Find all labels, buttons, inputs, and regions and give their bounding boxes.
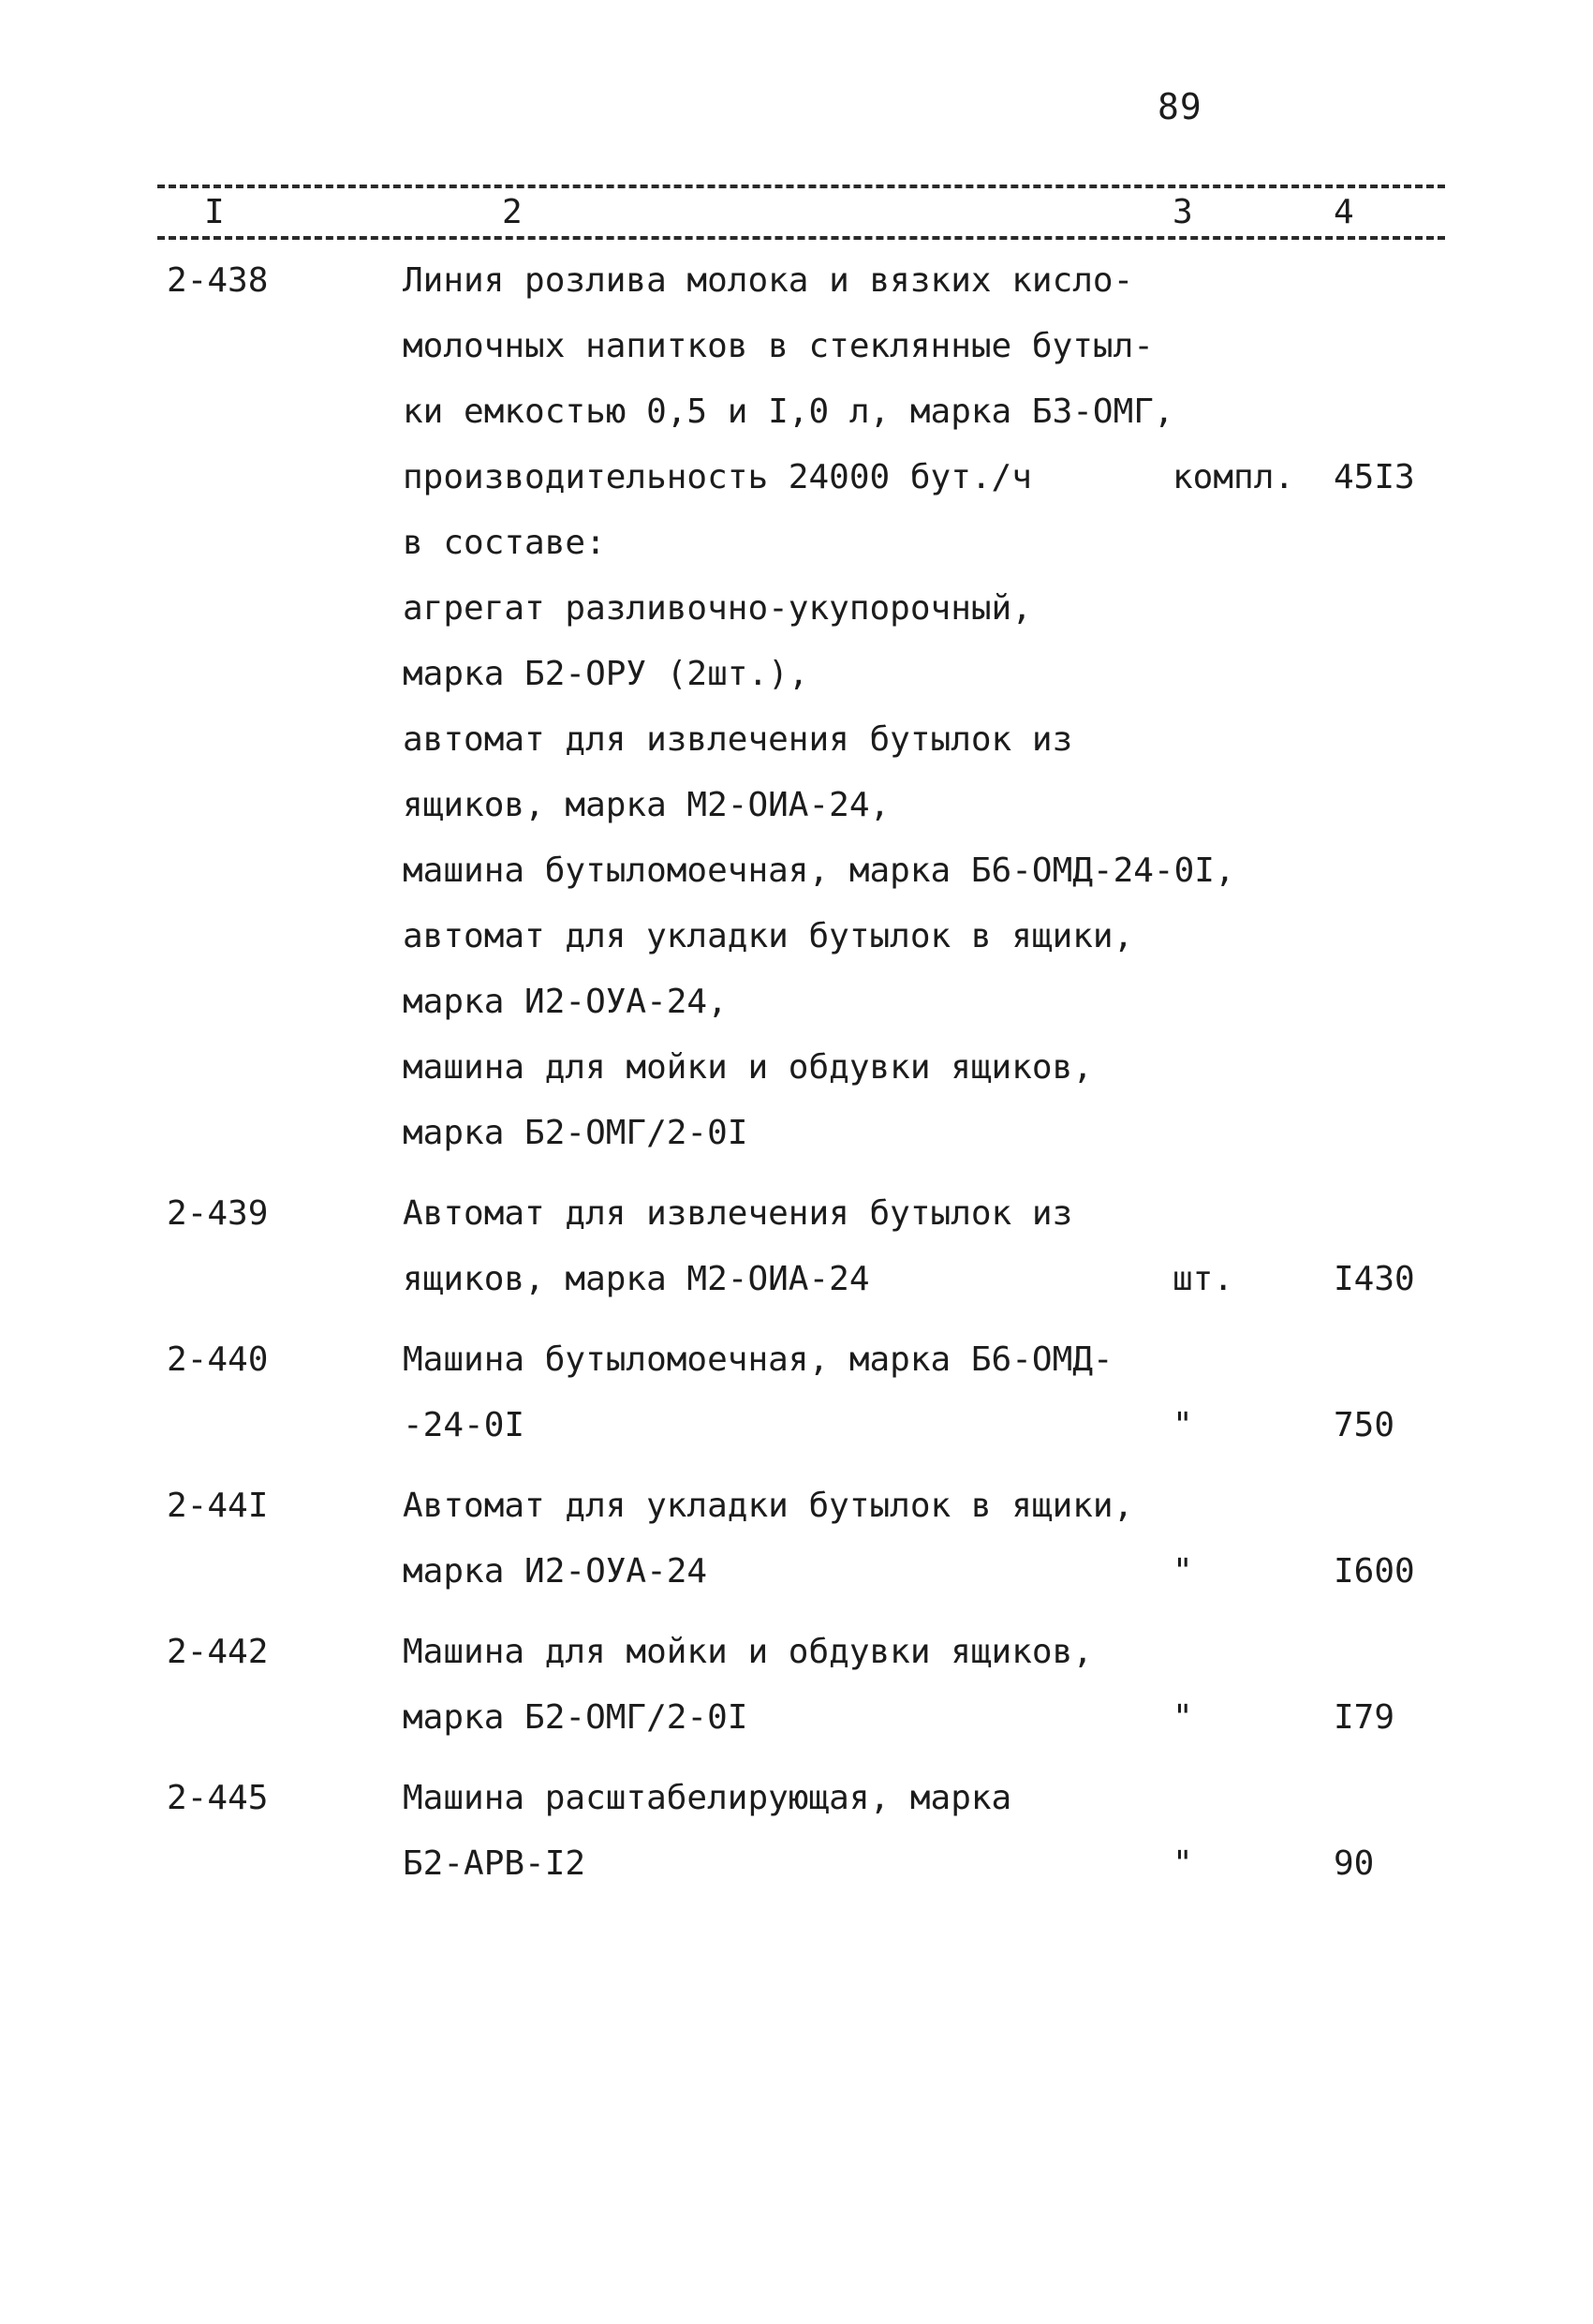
item-unit: " bbox=[1173, 1698, 1193, 1737]
item-unit: " bbox=[1173, 1844, 1193, 1883]
item-code: 2-438 bbox=[167, 261, 269, 300]
item-description-line: Автомат для укладки бутылок в ящики, bbox=[403, 1487, 1134, 1525]
item-code: 2-442 bbox=[167, 1633, 269, 1671]
item-description-line: марка Б2-ОМГ/2-0I bbox=[403, 1698, 748, 1737]
item-unit: шт. bbox=[1173, 1260, 1234, 1298]
item-code: 2-439 bbox=[167, 1194, 269, 1233]
item-unit: компл. bbox=[1173, 458, 1295, 496]
page-number: 89 bbox=[1158, 86, 1202, 127]
item-description-line: молочных напитков в стеклянные бутыл- bbox=[403, 327, 1154, 365]
item-description-line: машина бутыломоечная, марка Б6-ОМД-24-0I, bbox=[403, 851, 1235, 890]
item-description-line: ящиков, марка М2-ОИА-24, bbox=[403, 786, 891, 824]
item-description-line: Б2-АРВ-I2 bbox=[403, 1844, 586, 1883]
item-description-line: Машина для мойки и обдувки ящиков, bbox=[403, 1633, 1093, 1671]
item-description-line: марка Б2-ОРУ (2шт.), bbox=[403, 655, 809, 693]
item-description-line: автомат для извлечения бутылок из bbox=[403, 720, 1073, 759]
item-description-line: -24-0I bbox=[403, 1406, 525, 1444]
item-description-line: ки емкостью 0,5 и I,0 л, марка Б3-ОМГ, bbox=[403, 392, 1174, 431]
item-quantity: 750 bbox=[1334, 1406, 1395, 1444]
item-code: 2-440 bbox=[167, 1340, 269, 1379]
item-quantity: 45I3 bbox=[1334, 458, 1415, 496]
item-description-line: Машина бутыломоечная, марка Б6-ОМД- bbox=[403, 1340, 1114, 1379]
column-heading-1: I bbox=[204, 193, 225, 231]
item-unit: " bbox=[1173, 1552, 1193, 1591]
table-header-rule-bottom bbox=[157, 236, 1445, 240]
column-heading-3: 3 bbox=[1173, 193, 1193, 231]
item-description-line: Линия розлива молока и вязких кисло- bbox=[403, 261, 1134, 300]
item-description-line: Машина расштабелирующая, марка bbox=[403, 1779, 1012, 1817]
column-heading-2: 2 bbox=[502, 193, 523, 231]
item-description-line: марка И2-ОУА-24 bbox=[403, 1552, 708, 1591]
item-description-line: автомат для укладки бутылок в ящики, bbox=[403, 917, 1134, 955]
column-heading-4: 4 bbox=[1334, 193, 1354, 231]
item-quantity: 90 bbox=[1334, 1844, 1375, 1883]
item-code: 2-445 bbox=[167, 1779, 269, 1817]
item-description-line: машина для мойки и обдувки ящиков, bbox=[403, 1048, 1093, 1087]
item-description-line: марка Б2-ОМГ/2-0I bbox=[403, 1114, 748, 1152]
table-header-rule-top bbox=[157, 185, 1445, 188]
item-quantity: I600 bbox=[1334, 1552, 1415, 1591]
item-code: 2-44I bbox=[167, 1487, 269, 1525]
item-description-line: агрегат разливочно-укупорочный, bbox=[403, 589, 1032, 628]
item-unit: " bbox=[1173, 1406, 1193, 1444]
item-description-line: Автомат для извлечения бутылок из bbox=[403, 1194, 1073, 1233]
item-description-line: марка И2-ОУА-24, bbox=[403, 983, 728, 1021]
item-description-line: производительность 24000 бут./ч bbox=[403, 458, 1032, 496]
item-description-line: в составе: bbox=[403, 524, 606, 562]
item-quantity: I430 bbox=[1334, 1260, 1415, 1298]
item-quantity: I79 bbox=[1334, 1698, 1395, 1737]
item-description-line: ящиков, марка М2-ОИА-24 bbox=[403, 1260, 870, 1298]
